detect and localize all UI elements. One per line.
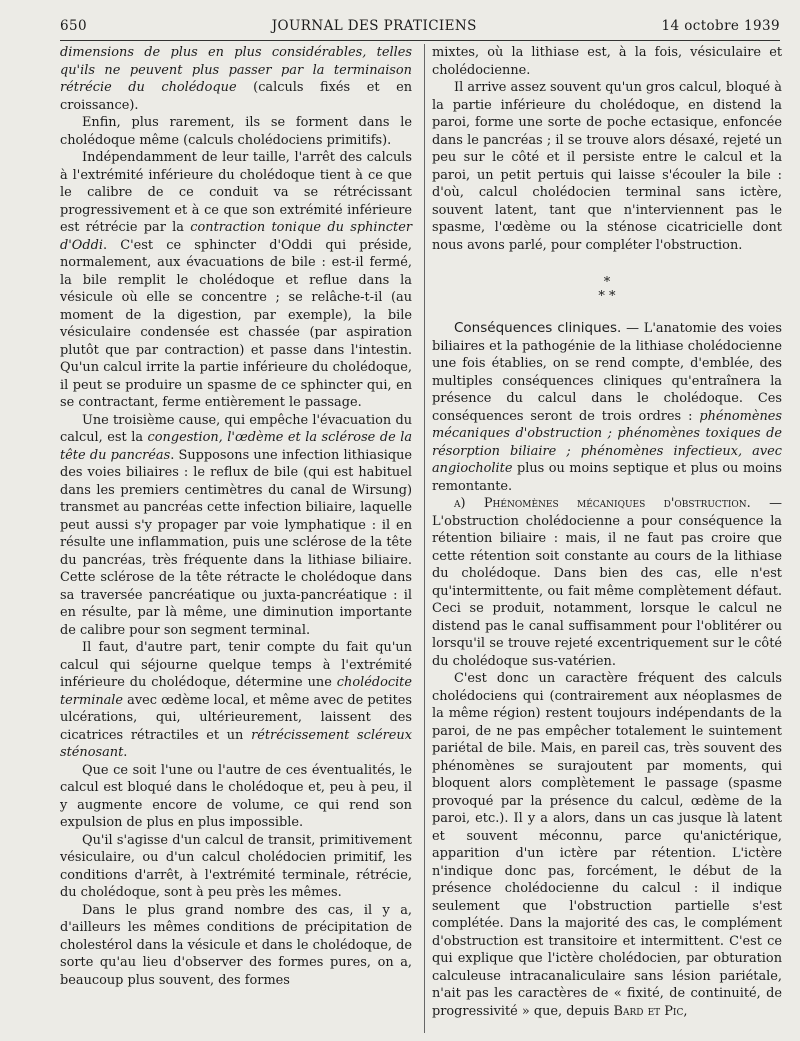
italic-text: cholédocite terminale — [60, 675, 412, 708]
page-number: 650 — [60, 18, 87, 34]
paragraph: dimensions de plus en plus considérables, telles qu'ils ne peuvent plus passer par la terminaison rétrécie du cholédoque (calculs fixés et en croissance). — [60, 45, 412, 113]
paragraph: Enfin, plus rarement, ils se forment dans le cholédoque même (calculs cholédociens primitifs). — [60, 115, 412, 148]
paragraph: mixtes, où la lithiase est, à la fois, vésiculaire et cholédocienne. — [432, 45, 782, 78]
paragraph: Dans le plus grand nombre des cas, il y a, d'ailleurs les mêmes conditions de précipitation de cholestérol dans la vésicule et dans le cholédoque, de sorte qu'au lieu d'observer des formes pures, on a, beaucoup plus souvent, des formes — [60, 902, 412, 988]
paragraph: C'est donc un caractère fréquent des calculs cholédociens qui (contrairement aux néoplasmes de la même région) restent toujours indépendants de la paroi, de ne pas empêcher totalement le suintement pariétal de bile. Mais, en pareil cas, très souvent des phénomènes se surajoutent par moments, qui bloquent alors complètement le passage (spasme provoqué par la présence du calcul, œdème de la paroi, etc.). Il y a alors, dans un cas jusque là latent et souvent méconnu, parce qu'anictérique, apparition d'un ictère par rétention. L'ictère n'indique donc pas, forcément, le début de la présence cholédocienne du calcul : il indique seulement que l'obstruction partielle s'est complétée. Dans la majorité des cas, le complément d'obstruction est transitoire et intermittent. C'est ce qui explique que l'ictère cholédocien, par obturation calculeuse intracanaliculaire sans lésion pariétale, n'ait pas les caractères de « fixité, de continuité, de progressivité » que, depuis Bard et Pic, — [432, 671, 782, 1019]
column-divider — [424, 44, 425, 1033]
italic-text: dimensions de plus en plus considérables, telles qu'ils ne peuvent plus passer par la terminaison rétrécie du cholédoque — [60, 45, 412, 95]
paragraph: Indépendamment de leur taille, l'arrêt des calculs à l'extrémité inférieure du cholédoque tient à ce que le calibre de ce conduit va se rétrécissant progressivement et à ce que son extrémité inférieure est rétrécie par la contraction tonique du sphincter d'Oddi. C'est ce sphincter d'Oddi qui préside, normalement, aux évacuations de bile : est-il fermé, la bile remplit le cholédoque et reflue dans la vésicule où elle se concentre ; se relâche-t-il (au moment de la digestion, par exemple), la bile vésiculaire condensée est chassée (par aspiration plutôt que par contraction) et passe dans l'intestin. Qu'un calcul irrite la partie inférieure du cholédoque, il peut se produire un spasme de ce sphincter qui, en se contractant, ferme entièrement le passage. — [60, 150, 412, 410]
header-rule — [60, 40, 780, 41]
paragraph: Il arrive assez souvent qu'un gros calcul, bloqué à la partie inférieure du cholédoque, en distend la paroi, forme une sorte de poche ectasique, enfoncée dans le pancréas ; il se trouve alors désaxé, rejeté un peu sur le côté et il persiste entre le calcul et la paroi, un petit pertuis qui laisse s'écouler la bile : d'où, calcul cholédocien terminal sans ictère, souvent latent, tant que n'interviennent pas le spasme, l'œdème ou la sténose cicatricielle dont nous avons parlé, pour compléter l'obstruction. — [432, 80, 782, 253]
italic-text: congestion, l'œdème et la sclérose de la tête du pancréas — [60, 430, 413, 463]
asterism-bottom: * * — [598, 289, 616, 304]
right-column — [432, 44, 782, 1035]
journal-title: JOURNAL DES PRATICIENS — [271, 18, 477, 34]
section-separator — [432, 276, 782, 304]
running-header — [60, 16, 780, 36]
paragraph: Conséquences cliniques. — L'anatomie des voies biliaires et la pathogénie de la lithiase cholédocienne une fois établies, on se rend compte, d'emblée, des multiples conséquences cliniques qu'entraînera la présence du calcul dans le cholédoque. Ces conséquences seront de trois ordres : phénomènes mécaniques d'obstruction ; phénomènes toxiques de résorption biliaire ; phénomènes infectieux, avec angiocholite plus ou moins septique et plus ou moins remontante. — [432, 320, 782, 494]
paragraph: Que ce soit l'une ou l'autre de ces éventualités, le calcul est bloqué dans le cholédoque et, peu à peu, il y augmente encore de volume, ce qui rend son expulsion de plus en plus impossible. — [60, 762, 412, 830]
italic-text: rétrécissement scléreux sténosant — [60, 727, 412, 760]
asterism-top: * — [603, 275, 611, 290]
left-column — [60, 44, 412, 1035]
section-heading: Conséquences cliniques. — [454, 320, 622, 336]
author-names: Bard et Pic — [613, 1003, 684, 1019]
paragraph: Il faut, d'autre part, tenir compte du fait qu'un calcul qui séjourne quelque temps à l'extrémité inférieure du cholédoque, détermine une cholédocite terminale avec œdème local, et même avec de petites ulcérations, qui, ultérieurement, laissent des cicatrices rétractiles et un rétrécissement scléreux sténosant. — [60, 640, 412, 760]
issue-date: 14 octobre 1939 — [661, 18, 780, 34]
italic-text: contraction tonique du sphincter d'Oddi — [60, 220, 412, 253]
paragraph: Qu'il s'agisse d'un calcul de transit, primitivement vésiculaire, ou d'un calcul cholédocien primitif, les conditions d'arrêt, à l'extrémité terminale, rétrécie, du cholédoque, sont à peu près les mêmes. — [60, 832, 412, 900]
subsection-heading: a) Phénomènes mécaniques d'obstruction. — [454, 496, 751, 511]
paragraph: Une troisième cause, qui empêche l'évacuation du calcul, est la congestion, l'œdème et la sclérose de la tête du pancréas. Supposons une infection lithiasique des voies biliaires : le reflux de bile (qui est habituel dans les premiers centimètres du canal de Wirsung) transmet au pancréas cette infection biliaire, laquelle peut aussi s'y propager par voie lymphatique : il en résulte une inflammation, puis une sclérose de la tête du pancréas, très fréquente dans la lithiase biliaire. Cette sclérose de la tête rétracte le cholédoque dans sa traversée pancréatique ou juxta-pancréatique : il en résulte, par là même, une diminution importante de calibre pour son segment terminal. — [60, 412, 413, 638]
italic-text: phénomènes mécaniques d'obstruction ; phénomènes toxiques de résorption biliaire ; phénomènes infectieux, avec angiocholite — [432, 408, 782, 476]
paragraph: a) Phénomènes mécaniques d'obstruction. — L'obstruction cholédocienne a pour conséquence la rétention biliaire : mais, il ne faut pas croire que cette rétention soit constante au cours de la lithiase du cholédoque. Dans bien des cas, elle n'est qu'intermittente, ou fait même complètement défaut. Ceci se produit, notamment, lorsque le calcul ne distend pas le canal suffisamment pour l'oblitérer ou lorsqu'il se trouve rejeté excentriquement sur le côté du cholédoque sus-vatérien. — [432, 496, 782, 669]
